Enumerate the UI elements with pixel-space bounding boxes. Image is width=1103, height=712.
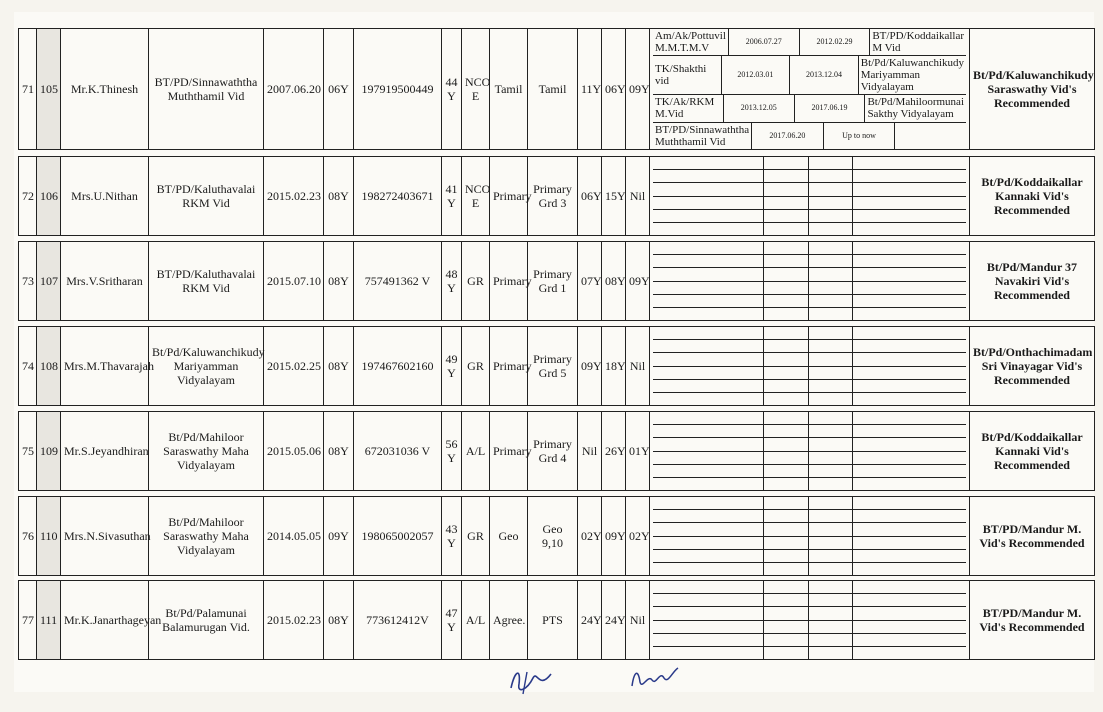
service-2: 24Y: [602, 581, 626, 660]
age: 56 Y: [442, 412, 462, 491]
medium: Geo: [490, 497, 528, 576]
subject: Primary Grd 1: [528, 242, 578, 321]
current-school: Bt/Pd/Mahiloor Saraswathy Maha Vidyalayam: [149, 412, 264, 491]
service-3: 09Y: [626, 29, 650, 150]
subject: PTS: [528, 581, 578, 660]
row-number: 71: [19, 29, 37, 150]
qualification: GR: [462, 242, 490, 321]
recommendation: BT/PD/Mandur M. Vid's Recommended: [970, 497, 1095, 576]
serial-number: 107: [37, 242, 61, 321]
years-service: 08Y: [324, 412, 354, 491]
history-to: 2012.02.29: [800, 29, 871, 55]
age: 44 Y: [442, 29, 462, 150]
current-school: BT/PD/Sinnawaththa Muththamil Vid: [149, 29, 264, 150]
service-history: [650, 412, 970, 491]
teacher-name: Mrs.N.Sivasuthan: [61, 497, 149, 576]
appointment-date: 2015.02.23: [264, 581, 324, 660]
nic-number: 757491362 V: [354, 242, 442, 321]
current-school: BT/PD/Kaluthavalai RKM Vid: [149, 242, 264, 321]
appointment-date: 2015.02.23: [264, 157, 324, 236]
history-next: [895, 123, 966, 149]
appointment-date: 2007.06.20: [264, 29, 324, 150]
medium: Primary: [490, 157, 528, 236]
age: 47 Y: [442, 581, 462, 660]
teacher-name: Mr.K.Thinesh: [61, 29, 149, 150]
subject: Tamil: [528, 29, 578, 150]
age: 48 Y: [442, 242, 462, 321]
serial-number: 106: [37, 157, 61, 236]
years-service: 09Y: [324, 497, 354, 576]
service-3: Nil: [626, 157, 650, 236]
serial-number: 111: [37, 581, 61, 660]
service-3: Nil: [626, 581, 650, 660]
subject: Primary Grd 3: [528, 157, 578, 236]
age: 41 Y: [442, 157, 462, 236]
recommendation: Bt/Pd/Kaluwanchikudy Saraswathy Vid's Recommended: [970, 29, 1095, 150]
record-row: [18, 28, 1094, 150]
record-row: [18, 241, 1094, 321]
nic-number: 198065002057: [354, 497, 442, 576]
recommendation: Bt/Pd/Koddaikallar Kannaki Vid's Recommended: [970, 412, 1095, 491]
age: 49 Y: [442, 327, 462, 406]
service-1: Nil: [578, 412, 602, 491]
row-number: 72: [19, 157, 37, 236]
service-history: [650, 157, 970, 236]
service-history: [650, 581, 970, 660]
medium: Primary: [490, 242, 528, 321]
years-service: 08Y: [324, 581, 354, 660]
service-3: 02Y: [626, 497, 650, 576]
teacher-name: Mrs.M.Thavarajah: [61, 327, 149, 406]
service-history: [650, 327, 970, 406]
qualification: GR: [462, 327, 490, 406]
years-service: 06Y: [324, 29, 354, 150]
serial-number: 109: [37, 412, 61, 491]
service-2: 06Y: [602, 29, 626, 150]
recommendation: BT/PD/Mandur M. Vid's Recommended: [970, 581, 1095, 660]
qualification: NCO E: [462, 157, 490, 236]
service-2: 18Y: [602, 327, 626, 406]
teacher-name: Mr.K.Janarthageyan: [61, 581, 149, 660]
appointment-date: 2015.07.10: [264, 242, 324, 321]
signature-2: [628, 662, 680, 692]
row-number: 76: [19, 497, 37, 576]
signature-1: [505, 660, 555, 700]
qualification: NCO E: [462, 29, 490, 150]
current-school: Bt/Pd/Kaluwanchikudy Mariyamman Vidyalayam: [149, 327, 264, 406]
service-2: 08Y: [602, 242, 626, 321]
service-history: [650, 29, 970, 150]
history-from: 2006.07.27: [729, 29, 800, 55]
service-history: [650, 497, 970, 576]
years-service: 08Y: [324, 157, 354, 236]
service-1: 06Y: [578, 157, 602, 236]
nic-number: 197919500449: [354, 29, 442, 150]
qualification: A/L: [462, 412, 490, 491]
record-row: [18, 326, 1094, 406]
medium: Primary: [490, 412, 528, 491]
nic-number: 672031036 V: [354, 412, 442, 491]
service-history: [650, 242, 970, 321]
current-school: Bt/Pd/Mahiloor Saraswathy Maha Vidyalayam: [149, 497, 264, 576]
record-row: [18, 496, 1094, 576]
service-2: 26Y: [602, 412, 626, 491]
record-row: [18, 156, 1094, 236]
age: 43 Y: [442, 497, 462, 576]
service-1: 09Y: [578, 327, 602, 406]
recommendation: Bt/Pd/Koddaikallar Kannaki Vid's Recommended: [970, 157, 1095, 236]
nic-number: 773612412V: [354, 581, 442, 660]
service-3: 01Y: [626, 412, 650, 491]
record-row: [18, 580, 1094, 660]
service-1: 07Y: [578, 242, 602, 321]
recommendation: Bt/Pd/Mandur 37 Navakiri Vid's Recommended: [970, 242, 1095, 321]
nic-number: 198272403671: [354, 157, 442, 236]
serial-number: 108: [37, 327, 61, 406]
subject: Geo 9,10: [528, 497, 578, 576]
service-3: Nil: [626, 327, 650, 406]
history-to: Up to now: [824, 123, 896, 149]
row-number: 77: [19, 581, 37, 660]
subject: Primary Grd 5: [528, 327, 578, 406]
history-school: Am/Ak/Pottuvil M.M.T.M.V: [653, 29, 729, 55]
teacher-name: Mr.S.Jeyandhiran: [61, 412, 149, 491]
history-from: 2012.03.01: [722, 56, 791, 94]
row-number: 75: [19, 412, 37, 491]
row-number: 73: [19, 242, 37, 321]
history-to: 2017.06.19: [795, 95, 866, 121]
qualification: GR: [462, 497, 490, 576]
row-number: 74: [19, 327, 37, 406]
history-next: Bt/Pd/Kaluwanchikudy Mariyamman Vidyalayam: [860, 57, 965, 94]
history-next: Bt/Pd/Mahiloormunai Sakthy Vidyalayam: [867, 96, 964, 121]
service-2: 09Y: [602, 497, 626, 576]
medium: Agree.: [490, 581, 528, 660]
service-2: 15Y: [602, 157, 626, 236]
years-service: 08Y: [324, 327, 354, 406]
subject: Primary Grd 4: [528, 412, 578, 491]
medium: Primary: [490, 327, 528, 406]
service-3: 09Y: [626, 242, 650, 321]
teacher-name: Mrs.U.Nithan: [61, 157, 149, 236]
qualification: A/L: [462, 581, 490, 660]
history-from: 2017.06.20: [752, 123, 824, 149]
current-school: Bt/Pd/Palamunai Balamurugan Vid.: [149, 581, 264, 660]
serial-number: 110: [37, 497, 61, 576]
history-from: 2013.12.05: [724, 95, 795, 121]
current-school: BT/PD/Kaluthavalai RKM Vid: [149, 157, 264, 236]
history-school: BT/PD/Sinnawaththa Muththamil Vid: [653, 123, 752, 149]
teacher-name: Mrs.V.Sritharan: [61, 242, 149, 321]
nic-number: 197467602160: [354, 327, 442, 406]
service-1: 11Y: [578, 29, 602, 150]
appointment-date: 2014.05.05: [264, 497, 324, 576]
years-service: 08Y: [324, 242, 354, 321]
appointment-date: 2015.05.06: [264, 412, 324, 491]
recommendation: Bt/Pd/Onthachimadam Sri Vinayagar Vid's Recommended: [970, 327, 1095, 406]
record-row: [18, 411, 1094, 491]
appointment-date: 2015.02.25: [264, 327, 324, 406]
history-school: TK/Shakthi vid: [653, 56, 722, 94]
history-to: 2013.12.04: [790, 56, 859, 94]
history-school: TK/Ak/RKM M.Vid: [653, 95, 724, 121]
service-1: 24Y: [578, 581, 602, 660]
history-next: BT/PD/Koddaikallar M Vid: [872, 30, 964, 55]
serial-number: 105: [37, 29, 61, 150]
service-1: 02Y: [578, 497, 602, 576]
medium: Tamil: [490, 29, 528, 150]
